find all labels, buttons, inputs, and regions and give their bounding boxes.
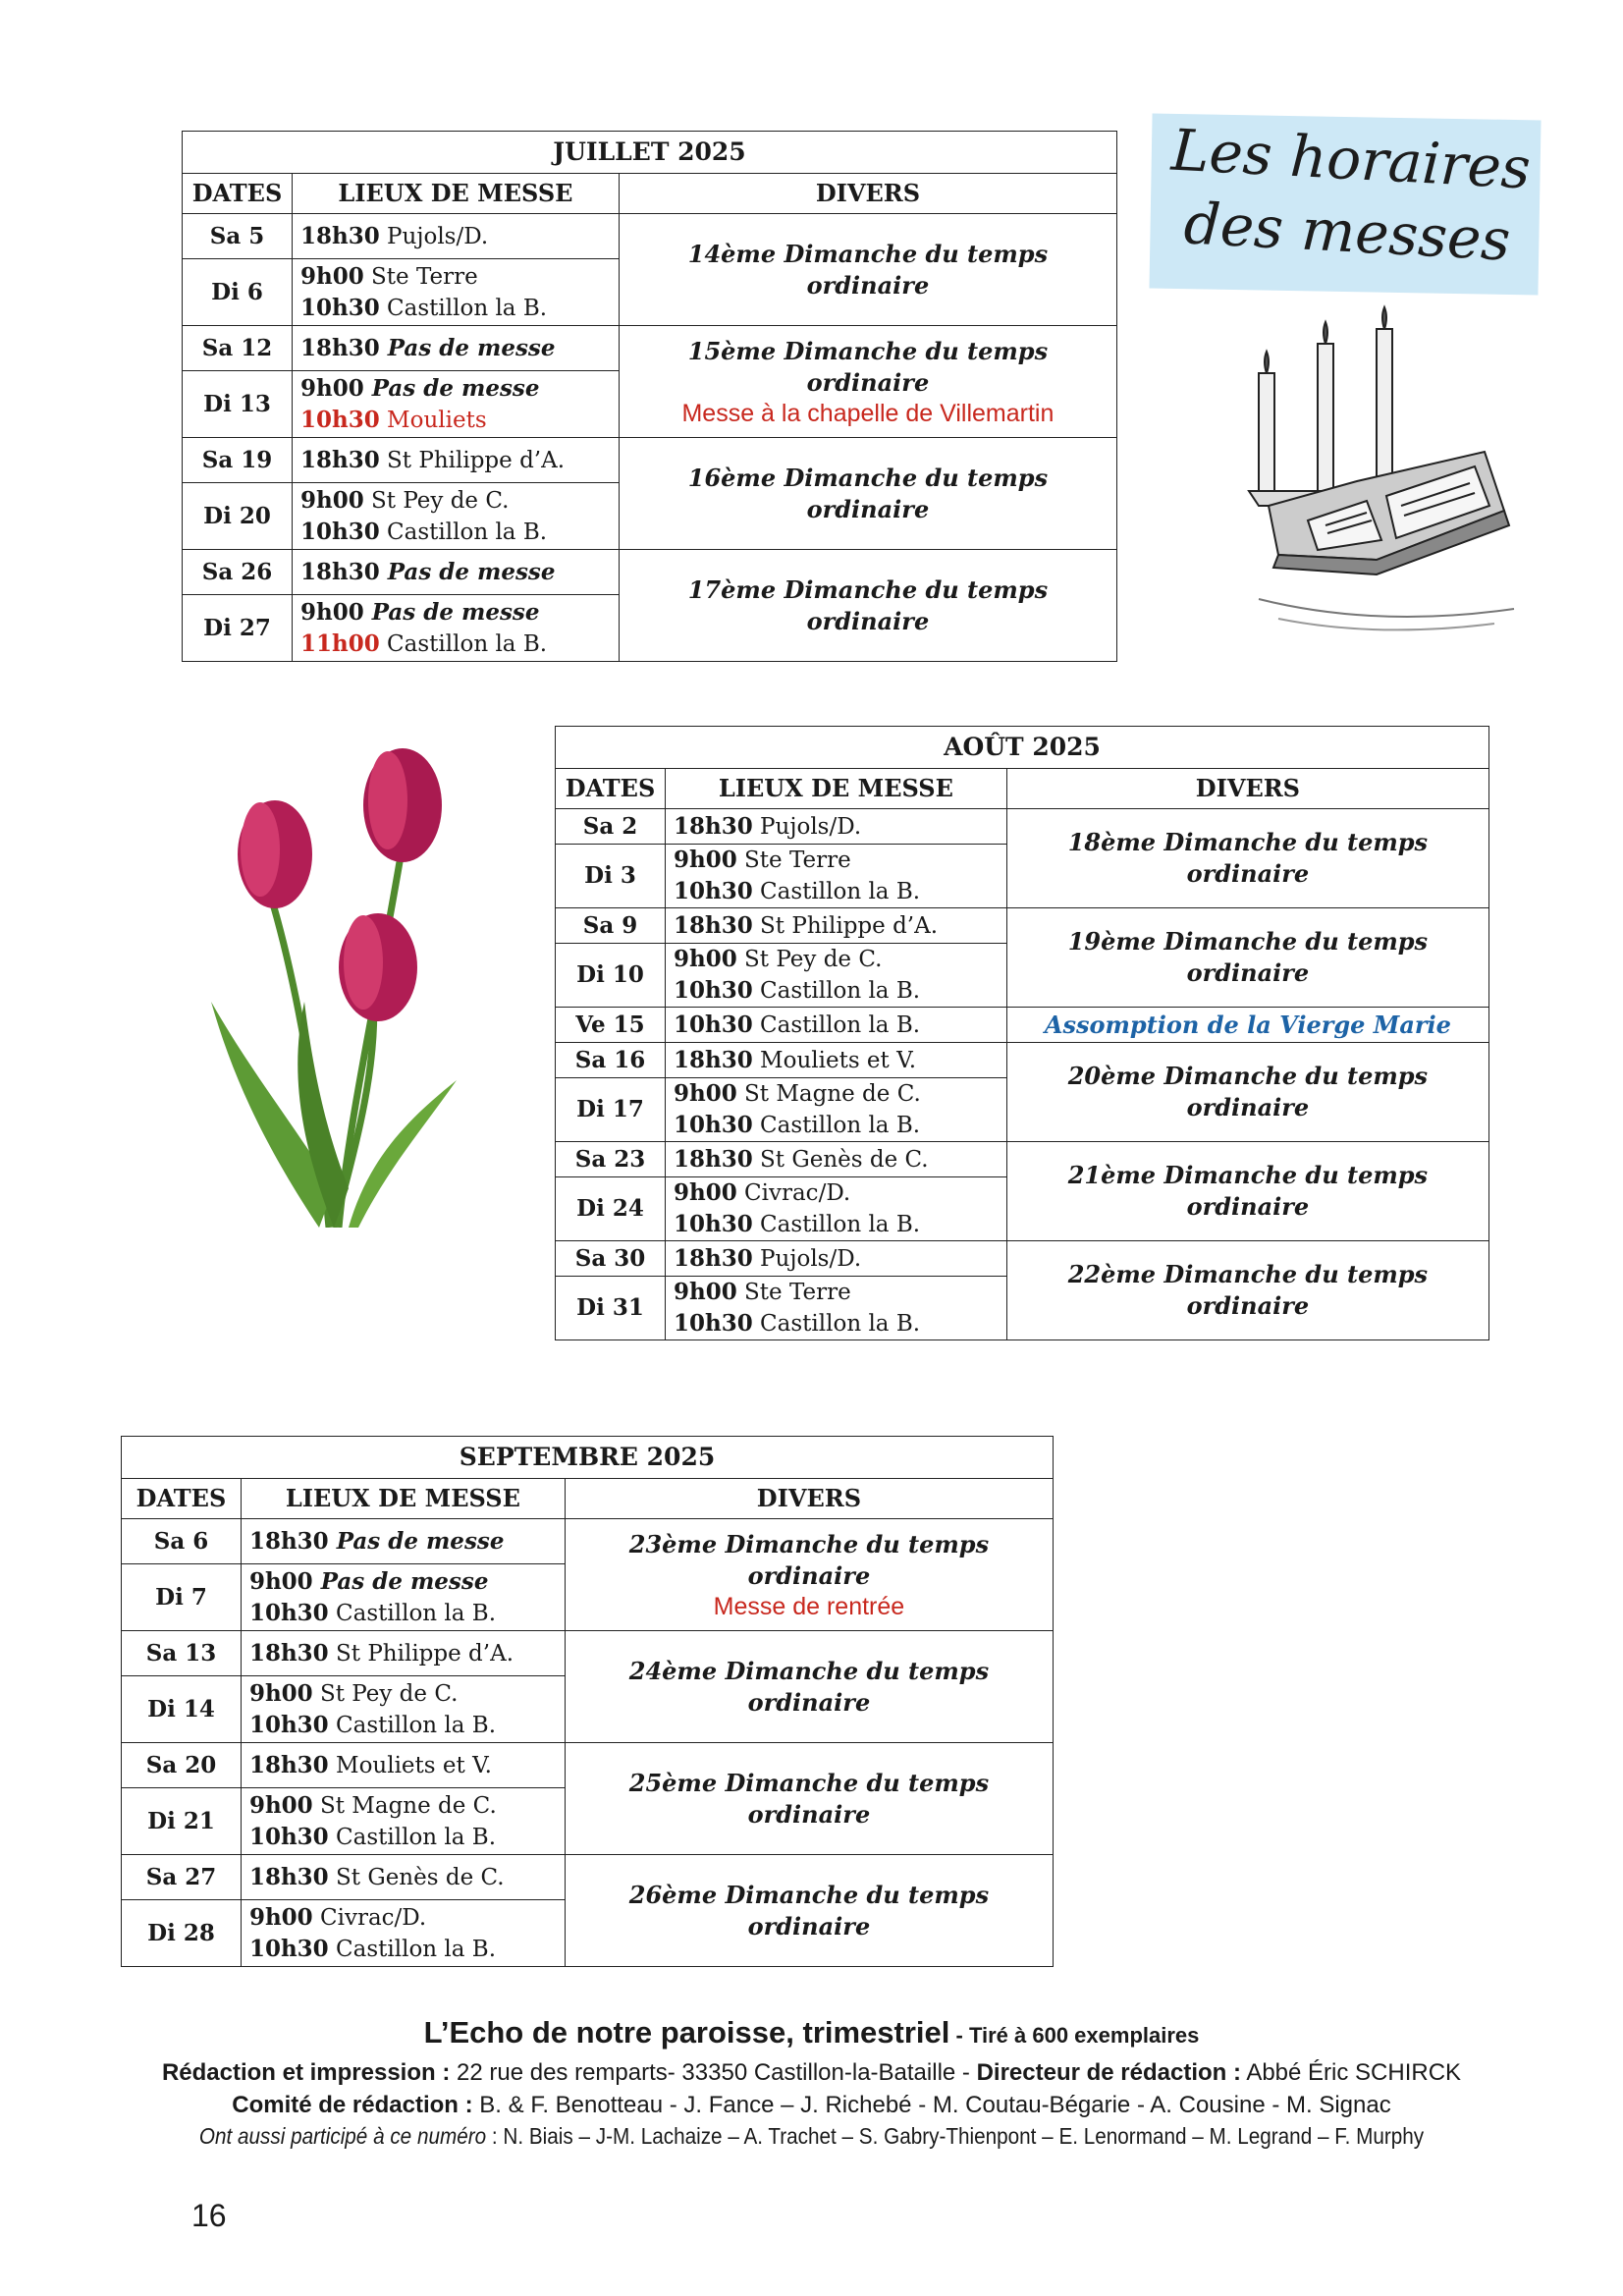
mass-place: Pas de messe [312,1567,489,1595]
mass-time: 10h30 [673,1310,753,1337]
mass-line [674,845,999,876]
mass-line [674,1209,999,1240]
location-cell [665,1241,1006,1277]
date-cell: Di 17 [556,1078,666,1142]
title-badge-line1: Les horaires [1169,116,1533,202]
mass-time: 18h30 [248,1751,329,1778]
location-cell [292,550,619,595]
date-cell: Sa 16 [556,1043,666,1078]
mass-place: Pas de messe [363,598,540,626]
location-cell [665,1277,1006,1340]
mass-line [249,1822,557,1853]
tulips-illustration [211,746,457,1228]
mass-line [249,1934,557,1965]
divers-cell [565,1743,1053,1855]
divers-cell [619,438,1116,550]
participe-label: Ont aussi participé à ce numéro [198,2123,487,2149]
date-cell: Sa 23 [556,1142,666,1177]
location-cell [665,1078,1006,1142]
header-dates: DATES [122,1479,242,1519]
schedule-row [183,550,1117,595]
date-cell: Ve 15 [556,1008,666,1043]
date-cell: Di 14 [122,1676,242,1743]
footer-redaction [0,2059,1623,2087]
month-title: SEPTEMBRE 2025 [122,1437,1054,1479]
divers-text: 16ème Dimanche du temps ordinaire [687,463,1049,523]
mass-line [674,910,999,942]
mass-place: Castillon la B. [752,879,921,904]
divers-text: 20ème Dimanche du temps ordinaire [1067,1062,1429,1121]
location-cell [665,944,1006,1008]
schedule-row [183,214,1117,259]
mass-time: 18h30 [673,1244,753,1272]
mass-line [300,261,611,293]
mass-time: 10h30 [248,1823,329,1850]
location-cell [665,1177,1006,1241]
mass-time: 18h30 [299,446,380,473]
mass-time: 10h30 [248,1599,329,1626]
mass-time: 18h30 [248,1639,329,1667]
page-number: 16 [191,2198,227,2233]
location-cell [665,908,1006,944]
mass-time: 10h30 [299,294,380,321]
mass-place: St Genès de C. [328,1864,505,1890]
location-cell [241,1900,565,1967]
date-cell: Sa 19 [183,438,293,483]
mass-time: 18h30 [673,911,753,939]
schedule-row [556,1241,1489,1277]
comite-label: Comité de rédaction : [232,2092,473,2118]
comite-value: B. & F. Benotteau - J. Fance – J. Richebé - M. Coutau-Bégarie - A. Cousine - M. Signac [472,2092,1391,2118]
divers-text: 15ème Dimanche du temps ordinaire [687,336,1049,397]
mass-time: 9h00 [248,1567,313,1595]
mass-place: St Philippe d’A. [379,447,566,473]
header-lieux: LIEUX DE MESSE [292,174,619,214]
mass-time: 10h30 [673,977,753,1004]
mass-place: St Philippe d’A. [328,1640,514,1667]
mass-place: St Philippe d’A. [752,912,939,939]
mass-line [249,1526,557,1558]
mass-place: Castillon la B. [379,519,548,545]
directeur-label: Directeur de rédaction : [976,2059,1241,2086]
date-cell: Di 28 [122,1900,242,1967]
mass-time: 9h00 [673,1279,737,1305]
month-title: JUILLET 2025 [183,132,1117,174]
schedule-table-juillet [182,131,1117,662]
footer-comite [0,2092,1623,2119]
schedule-row [556,809,1489,845]
footer-participants [81,2123,1542,2150]
mass-line [674,1010,999,1041]
schedule-table-septembre [121,1436,1054,1967]
divers-cell [565,1519,1053,1631]
divers-cell [619,550,1116,662]
date-cell: Di 27 [183,595,293,662]
header-dates: DATES [183,174,293,214]
mass-time: 18h30 [673,1046,753,1073]
mass-place: Castillon la B. [328,1600,497,1626]
mass-line [249,1598,557,1629]
footer-tirage: - Tiré à 600 exemplaires [949,2023,1200,2048]
divers-text: 21ème Dimanche du temps ordinaire [1067,1161,1429,1221]
date-cell: Sa 12 [183,326,293,371]
mass-place: Pas de messe [379,334,556,361]
mass-place: Ste Terre [363,263,478,290]
mass-line [674,1078,999,1110]
mass-line [300,373,611,405]
date-cell: Sa 30 [556,1241,666,1277]
mass-line [300,445,611,476]
mass-time: 18h30 [248,1863,329,1890]
participe-value: : N. Biais – J-M. Lachaize – A. Trachet – S. Gabry-Thienpont – E. Lenormand – M. Legrand – F. Murphy [486,2123,1425,2149]
date-cell: Sa 20 [122,1743,242,1788]
divers-cell [1006,1142,1488,1241]
mass-time: 10h30 [248,1711,329,1738]
mass-line [300,333,611,364]
mass-place: Pujols/D. [379,223,489,249]
divers-text: 25ème Dimanche du temps ordinaire [628,1768,990,1829]
date-cell: Sa 27 [122,1855,242,1900]
mass-line [300,405,611,436]
date-cell: Di 13 [183,371,293,438]
mass-time: 18h30 [299,222,380,249]
header-dates: DATES [556,769,666,809]
divers-text: 26ème Dimanche du temps ordinaire [628,1880,990,1941]
mass-line [249,1862,557,1893]
mass-place: Pas de messe [363,374,540,402]
header-lieux: LIEUX DE MESSE [241,1479,565,1519]
location-cell [665,809,1006,845]
mass-place: Castillon la B. [752,1113,921,1138]
divers-cell [565,1855,1053,1967]
mass-place: Castillon la B. [328,1936,497,1962]
mass-place: Castillon la B. [328,1712,497,1738]
mass-time: 10h30 [673,1011,753,1038]
divers-cell [619,214,1116,326]
divers-text: Assomption de la Vierge Marie [1044,1010,1451,1039]
location-cell [241,1631,565,1676]
divers-note: Messe de rentrée [713,1592,905,1620]
mass-line [249,1902,557,1934]
location-cell [241,1564,565,1631]
date-cell: Di 31 [556,1277,666,1340]
mass-line [674,975,999,1007]
divers-text: 18ème Dimanche du temps ordinaire [1067,828,1429,888]
redaction-label: Rédaction et impression : [161,2059,451,2086]
mass-place: Castillon la B. [328,1824,497,1850]
divers-cell [1006,908,1488,1008]
mass-line [674,1308,999,1339]
mass-time: 18h30 [673,812,753,840]
date-cell: Sa 2 [556,809,666,845]
schedule-row [556,1043,1489,1078]
date-cell: Di 10 [556,944,666,1008]
mass-line [674,1144,999,1175]
divers-cell [1006,809,1488,908]
date-cell: Sa 5 [183,214,293,259]
title-badge-text [1159,113,1539,278]
mass-time: 9h00 [299,374,364,402]
mass-time: 9h00 [299,598,364,626]
schedule-row [183,326,1117,371]
schedule-row [122,1631,1054,1676]
mass-time: 9h00 [299,262,364,290]
mass-place: Pas de messe [328,1527,505,1555]
location-cell [292,371,619,438]
mass-place: Castillon la B. [752,1212,921,1237]
divers-text: 14ème Dimanche du temps ordinaire [687,239,1049,300]
mass-time: 9h00 [673,946,737,972]
mass-place: Ste Terre [736,1280,851,1305]
mass-time: 10h30 [299,406,380,433]
mass-line [300,485,611,517]
location-cell [241,1855,565,1900]
mass-line [674,944,999,975]
date-cell: Di 7 [122,1564,242,1631]
mass-place: St Magne de C. [736,1081,921,1107]
mass-place: Mouliets et V. [328,1752,492,1778]
mass-time: 10h30 [248,1935,329,1962]
mass-line [300,629,611,660]
mass-place: Castillon la B. [379,295,548,321]
mass-line [674,1243,999,1275]
mass-place: Castillon la B. [752,1311,921,1337]
mass-time: 11h00 [299,629,380,657]
mass-place: Mouliets et V. [752,1047,917,1073]
divers-cell [565,1631,1053,1743]
date-cell: Sa 13 [122,1631,242,1676]
mass-place: St Pey de C. [736,947,883,972]
candles-bible-illustration [1239,304,1534,648]
header-divers: DIVERS [619,174,1116,214]
schedule-row [556,1142,1489,1177]
mass-line [674,876,999,907]
mass-line [249,1790,557,1822]
mass-time: 18h30 [299,334,380,361]
mass-place: St Pey de C. [363,487,510,514]
mass-place: Castillon la B. [379,630,548,657]
mass-line [674,1177,999,1209]
divers-cell [619,326,1116,438]
month-title: AOÛT 2025 [556,727,1489,769]
mass-line [674,1277,999,1308]
location-cell [665,1008,1006,1043]
mass-time: 9h00 [299,486,364,514]
mass-place: Pujols/D. [752,813,862,840]
divers-text: 19ème Dimanche du temps ordinaire [1067,927,1429,987]
mass-time: 10h30 [673,1211,753,1237]
divers-text: 17ème Dimanche du temps ordinaire [687,574,1049,635]
divers-text: 24ème Dimanche du temps ordinaire [628,1656,990,1717]
schedule-table-aout [555,726,1489,1340]
mass-line [249,1566,557,1598]
footer-title-text: L’Echo de notre paroisse, trimestriel [423,2015,950,2050]
mass-line [249,1710,557,1741]
title-badge-line2: des messes [1182,190,1512,274]
schedule-row [556,908,1489,944]
divers-text: 22ème Dimanche du temps ordinaire [1067,1260,1429,1320]
location-cell [292,438,619,483]
mass-time: 18h30 [248,1527,329,1555]
mass-time: 9h00 [673,1080,737,1107]
date-cell: Di 3 [556,845,666,908]
mass-time: 10h30 [299,518,380,545]
location-cell [241,1743,565,1788]
mass-line [674,811,999,843]
mass-line [300,293,611,324]
divers-note: Messe à la chapelle de Villemartin [681,399,1055,427]
date-cell: Di 6 [183,259,293,326]
mass-time: 9h00 [248,1791,313,1819]
date-cell: Sa 26 [183,550,293,595]
mass-place: Mouliets [379,407,487,433]
location-cell [292,214,619,259]
header-divers: DIVERS [1006,769,1488,809]
mass-line [674,1110,999,1141]
date-cell: Di 21 [122,1788,242,1855]
divers-cell [1006,1241,1488,1340]
mass-time: 18h30 [673,1145,753,1173]
location-cell [241,1788,565,1855]
divers-cell [1006,1043,1488,1142]
location-cell [241,1519,565,1564]
schedule-row [122,1743,1054,1788]
mass-time: 10h30 [673,878,753,904]
mass-line [300,597,611,629]
mass-place: Pas de messe [379,558,556,585]
location-cell [292,326,619,371]
mass-time: 18h30 [299,558,380,585]
location-cell [241,1676,565,1743]
mass-place: St Pey de C. [312,1680,459,1707]
mass-place: Civrac/D. [312,1904,427,1931]
mass-line [249,1750,557,1781]
schedule-row [183,438,1117,483]
mass-line [300,221,611,252]
mass-line [674,1045,999,1076]
mass-place: Castillon la B. [752,1011,921,1038]
location-cell [292,259,619,326]
mass-place: Castillon la B. [752,978,921,1004]
mass-place: Civrac/D. [736,1180,851,1206]
redaction-value: 22 rue des remparts- 33350 Castillon-la-Bataille - [450,2059,977,2086]
mass-line [300,517,611,548]
mass-place: St Genès de C. [752,1146,929,1173]
location-cell [292,483,619,550]
mass-place: St Magne de C. [312,1792,497,1819]
divers-text: 23ème Dimanche du temps ordinaire [628,1529,990,1590]
location-cell [292,595,619,662]
location-cell [665,1043,1006,1078]
date-cell: Sa 6 [122,1519,242,1564]
schedule-row [122,1855,1054,1900]
mass-place: Ste Terre [736,847,851,873]
schedule-row [556,1008,1489,1043]
date-cell: Di 24 [556,1177,666,1241]
mass-time: 9h00 [673,847,737,873]
schedule-row [122,1519,1054,1564]
divers-cell [1006,1008,1488,1043]
mass-line [249,1678,557,1710]
mass-time: 9h00 [248,1679,313,1707]
location-cell [665,1142,1006,1177]
directeur-value: Abbé Éric SCHIRCK [1240,2059,1462,2086]
mass-time: 9h00 [673,1179,737,1206]
header-lieux: LIEUX DE MESSE [665,769,1006,809]
date-cell: Sa 9 [556,908,666,944]
mass-line [249,1638,557,1669]
footer-title [0,2015,1623,2050]
mass-time: 9h00 [248,1903,313,1931]
mass-time: 10h30 [673,1112,753,1138]
location-cell [665,845,1006,908]
date-cell: Di 20 [183,483,293,550]
header-divers: DIVERS [565,1479,1053,1519]
mass-place: Pujols/D. [752,1245,862,1272]
mass-line [300,557,611,588]
